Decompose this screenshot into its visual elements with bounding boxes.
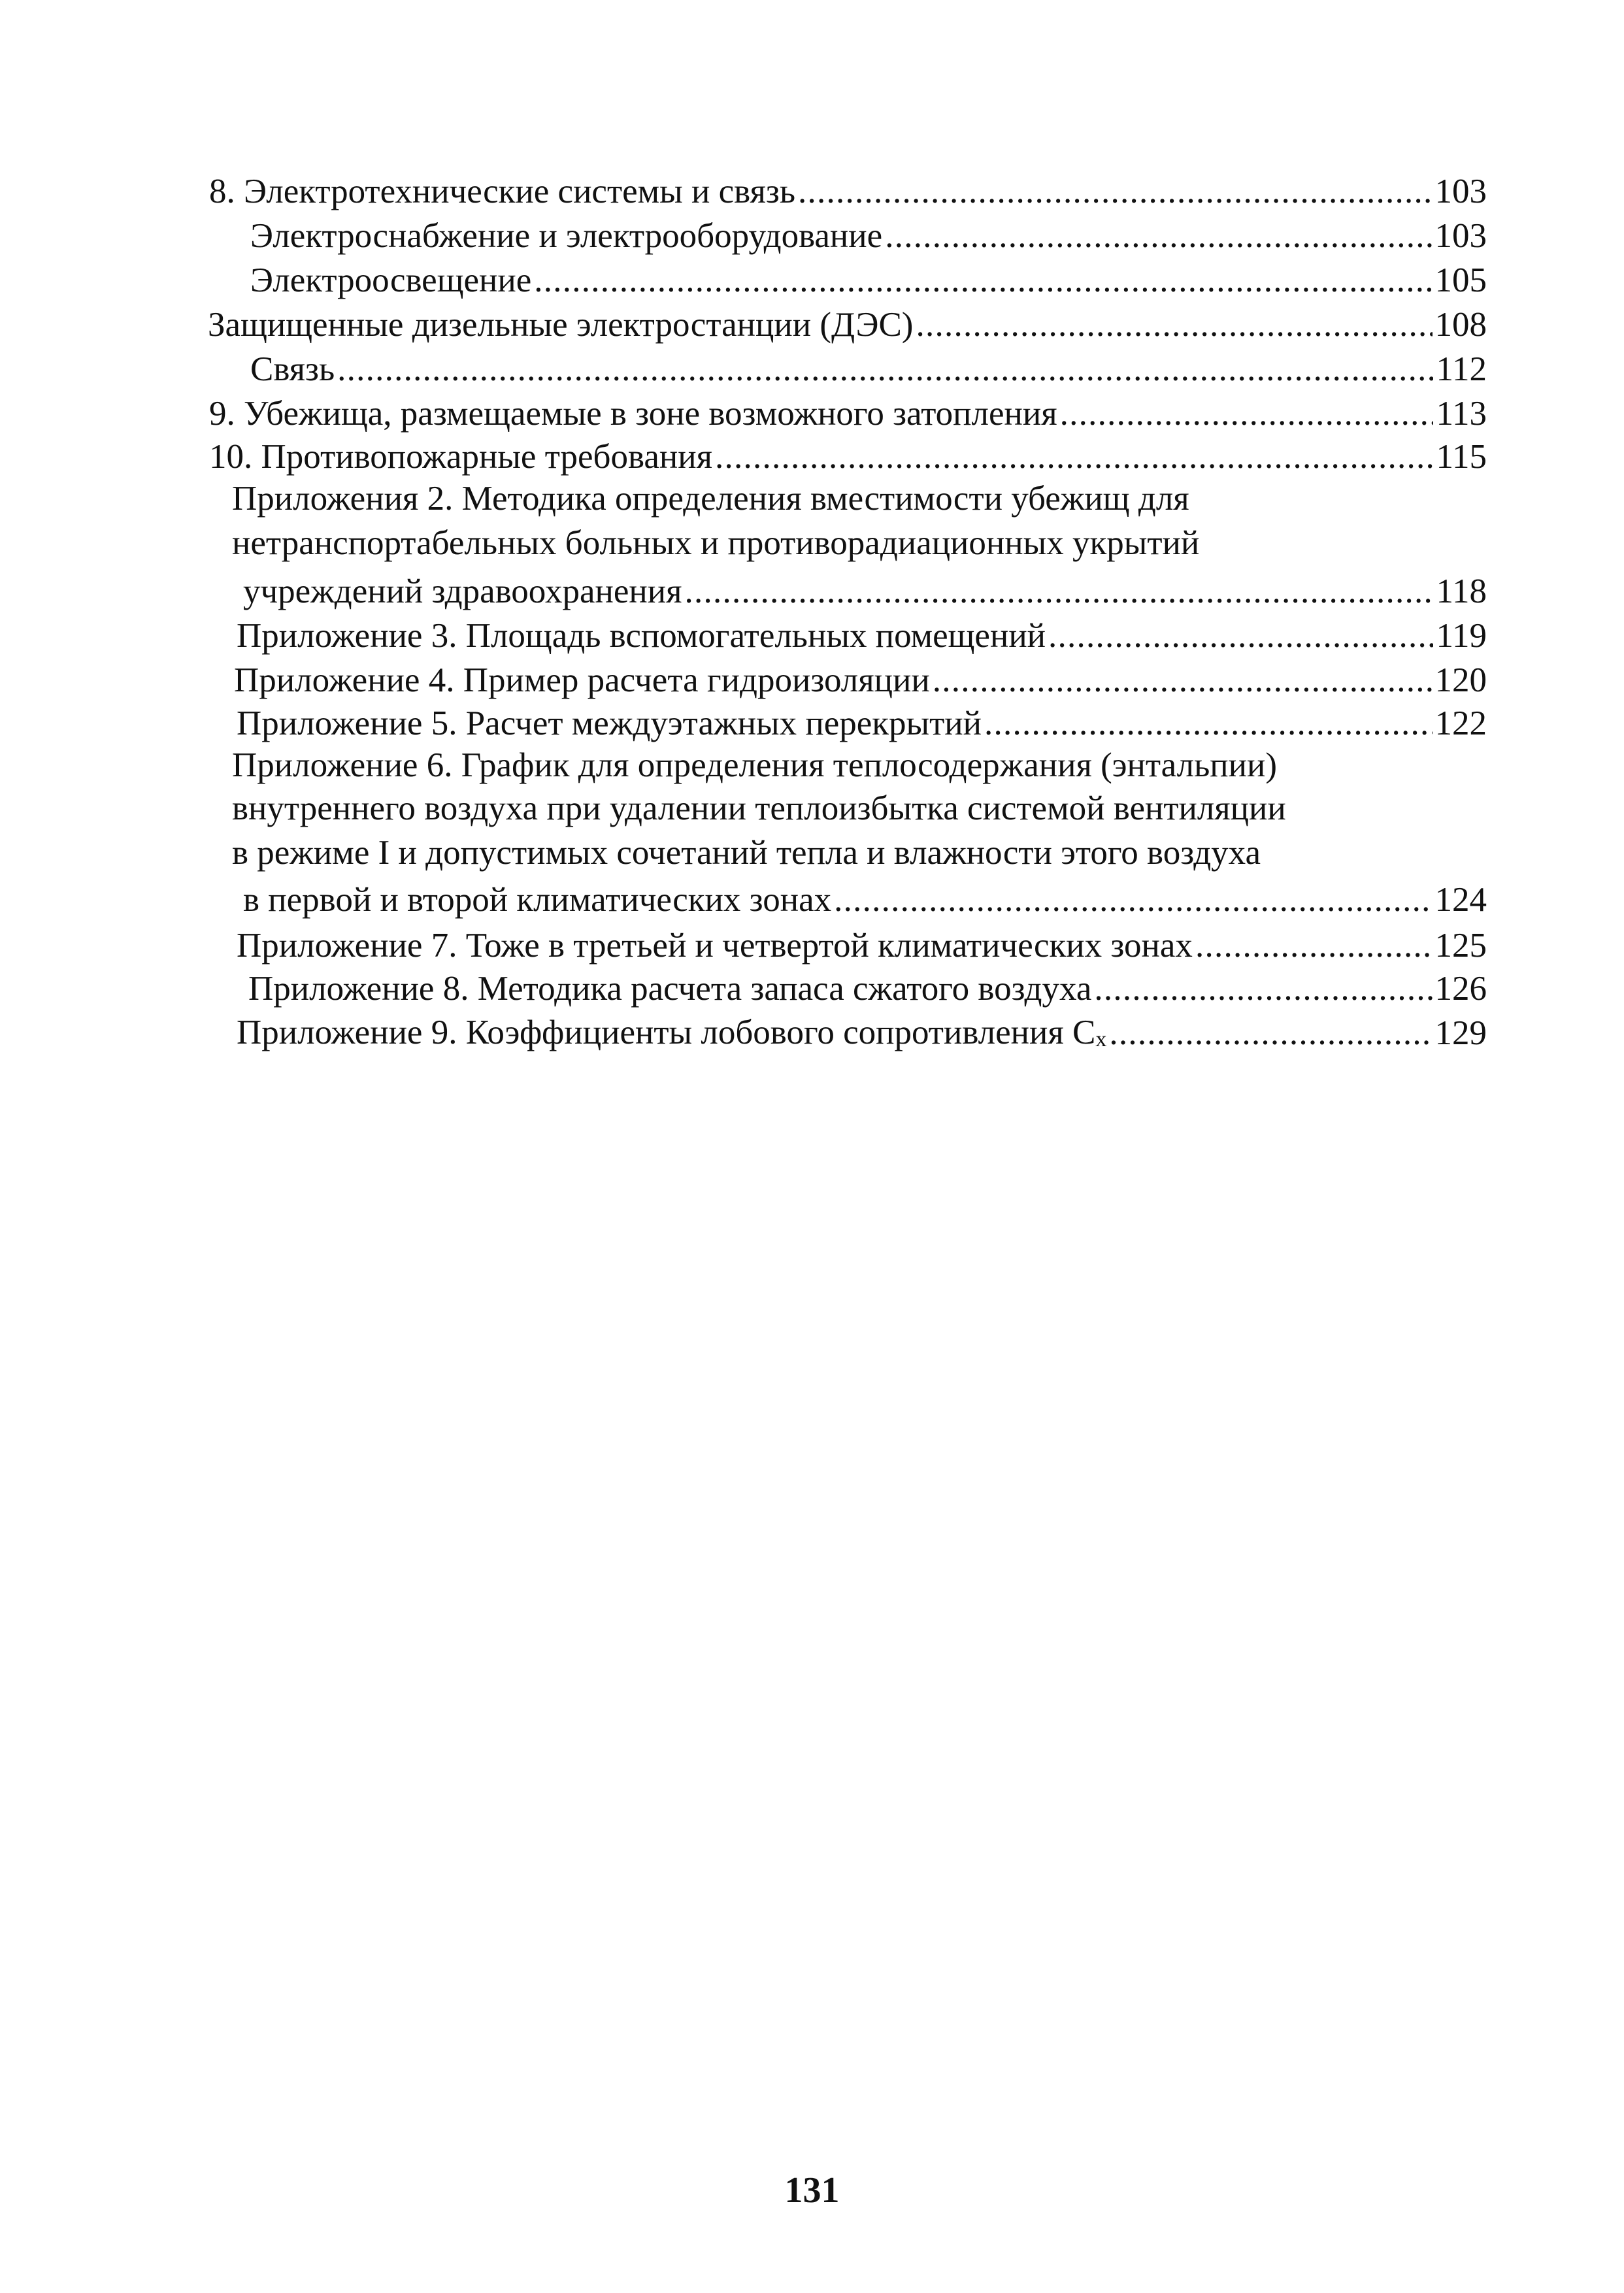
toc-entry-page: 105: [1434, 261, 1487, 299]
toc-entry-page: 119: [1436, 617, 1487, 655]
toc-entry: [237, 1005, 1487, 1051]
toc-entry-title-line: внутреннего воздуха при удалении теплоизбытка системой вентиляции: [232, 789, 1286, 827]
toc-entry-title: Электроосвещение: [250, 261, 532, 299]
toc-entry: [209, 429, 1487, 474]
toc-entry: [237, 917, 1487, 963]
toc-entry-title-line: в режиме I и допустимых сочетаний тепла и влажности этого воздуха: [232, 834, 1261, 872]
toc-leader-dots: [1094, 972, 1432, 1006]
toc-entry: [250, 252, 1487, 298]
toc-entry-page: 118: [1436, 572, 1487, 610]
page-number: 131: [784, 2170, 840, 2211]
toc-leader-dots: [337, 352, 1433, 387]
toc-entry-title-line: нетранспортабельных больных и противорадиационных укрытий: [232, 524, 1200, 562]
toc-entry-page: 103: [1434, 173, 1487, 210]
toc-entry-title: в первой и второй климатических зонах: [243, 881, 832, 919]
toc-entry-page: 122: [1434, 704, 1487, 742]
toc-entry-page: 124: [1434, 881, 1487, 919]
toc-entry-page: 125: [1434, 927, 1487, 965]
toc-entry: [250, 208, 1487, 254]
toc-entry-title: Приложение 4. Пример расчета гидроизоляции: [234, 661, 930, 699]
toc-entry-title-line: Приложение 6. График для определения теплосодержания (энтальпии): [232, 746, 1278, 784]
toc-entry: [208, 297, 1487, 342]
toc-entry-page: 103: [1434, 217, 1487, 255]
toc-entry-page: 115: [1436, 438, 1487, 476]
toc-entry-page: 113: [1436, 395, 1487, 433]
toc-entry-page: 108: [1434, 306, 1487, 344]
toc-leader-dots: [715, 440, 1434, 474]
toc-leader-dots: [885, 219, 1432, 254]
toc-leader-dots: [534, 263, 1432, 298]
toc-entry-page: 129: [1434, 1014, 1487, 1052]
toc-leader-dots: [1048, 619, 1433, 653]
toc-entry-title: Приложение 7. Тоже в третьей и четвертой климатических зонах: [237, 927, 1193, 965]
toc-entry-title-line: Приложения 2. Методика определения вместимости убежищ для: [232, 480, 1189, 518]
toc-entry-page: 112: [1436, 350, 1487, 388]
toc-entry: [237, 695, 1487, 741]
toc-entry: [234, 652, 1487, 698]
toc-leader-dots: [834, 883, 1432, 917]
toc-entry: [243, 563, 1487, 609]
toc-entry: [209, 386, 1487, 431]
toc-entry-title: Приложение 3. Площадь вспомогательных помещений: [237, 617, 1046, 655]
toc-entry-title-text: Приложение 9. Коэффициенты лобового сопротивления C: [237, 1014, 1096, 1051]
toc-entry-title: [237, 1015, 1106, 1051]
toc-leader-dots: [1109, 1016, 1432, 1051]
toc-entry-page: 120: [1434, 661, 1487, 699]
toc-entry-title: 8. Электротехнические системы и связь: [209, 173, 795, 210]
toc-entry-title: Электроснабжение и электрооборудование: [250, 217, 883, 255]
toc-leader-dots: [798, 174, 1433, 209]
toc-leader-dots: [933, 663, 1433, 698]
toc-entry-title: Связь: [250, 350, 335, 388]
toc-entry-title: Защищенные дизельные электростанции (ДЭС): [208, 306, 914, 344]
toc-entry: [248, 961, 1487, 1006]
toc-entry: [209, 163, 1487, 209]
toc-entry-title: 9. Убежища, размещаемые в зоне возможного затопления: [209, 395, 1057, 433]
toc-entry-title: Приложение 8. Методика расчета запаса сжатого воздуха: [248, 970, 1092, 1008]
toc-entry: [237, 608, 1487, 653]
toc-entry-title: учреждений здравоохранения: [243, 572, 682, 610]
toc-entry-title: 10. Противопожарные требования: [209, 438, 712, 476]
toc-entry: [243, 872, 1487, 917]
toc-leader-dots: [1060, 397, 1434, 431]
toc-leader-dots: [916, 308, 1432, 342]
toc-entry-title: Приложение 5. Расчет междуэтажных перекрытий: [237, 704, 982, 742]
toc-entry-page: 126: [1434, 970, 1487, 1008]
toc-leader-dots: [1195, 929, 1433, 963]
toc-entry: [250, 341, 1487, 387]
toc-leader-dots: [684, 574, 1433, 609]
toc-leader-dots: [984, 706, 1433, 741]
subscript-x: x: [1095, 1027, 1107, 1051]
